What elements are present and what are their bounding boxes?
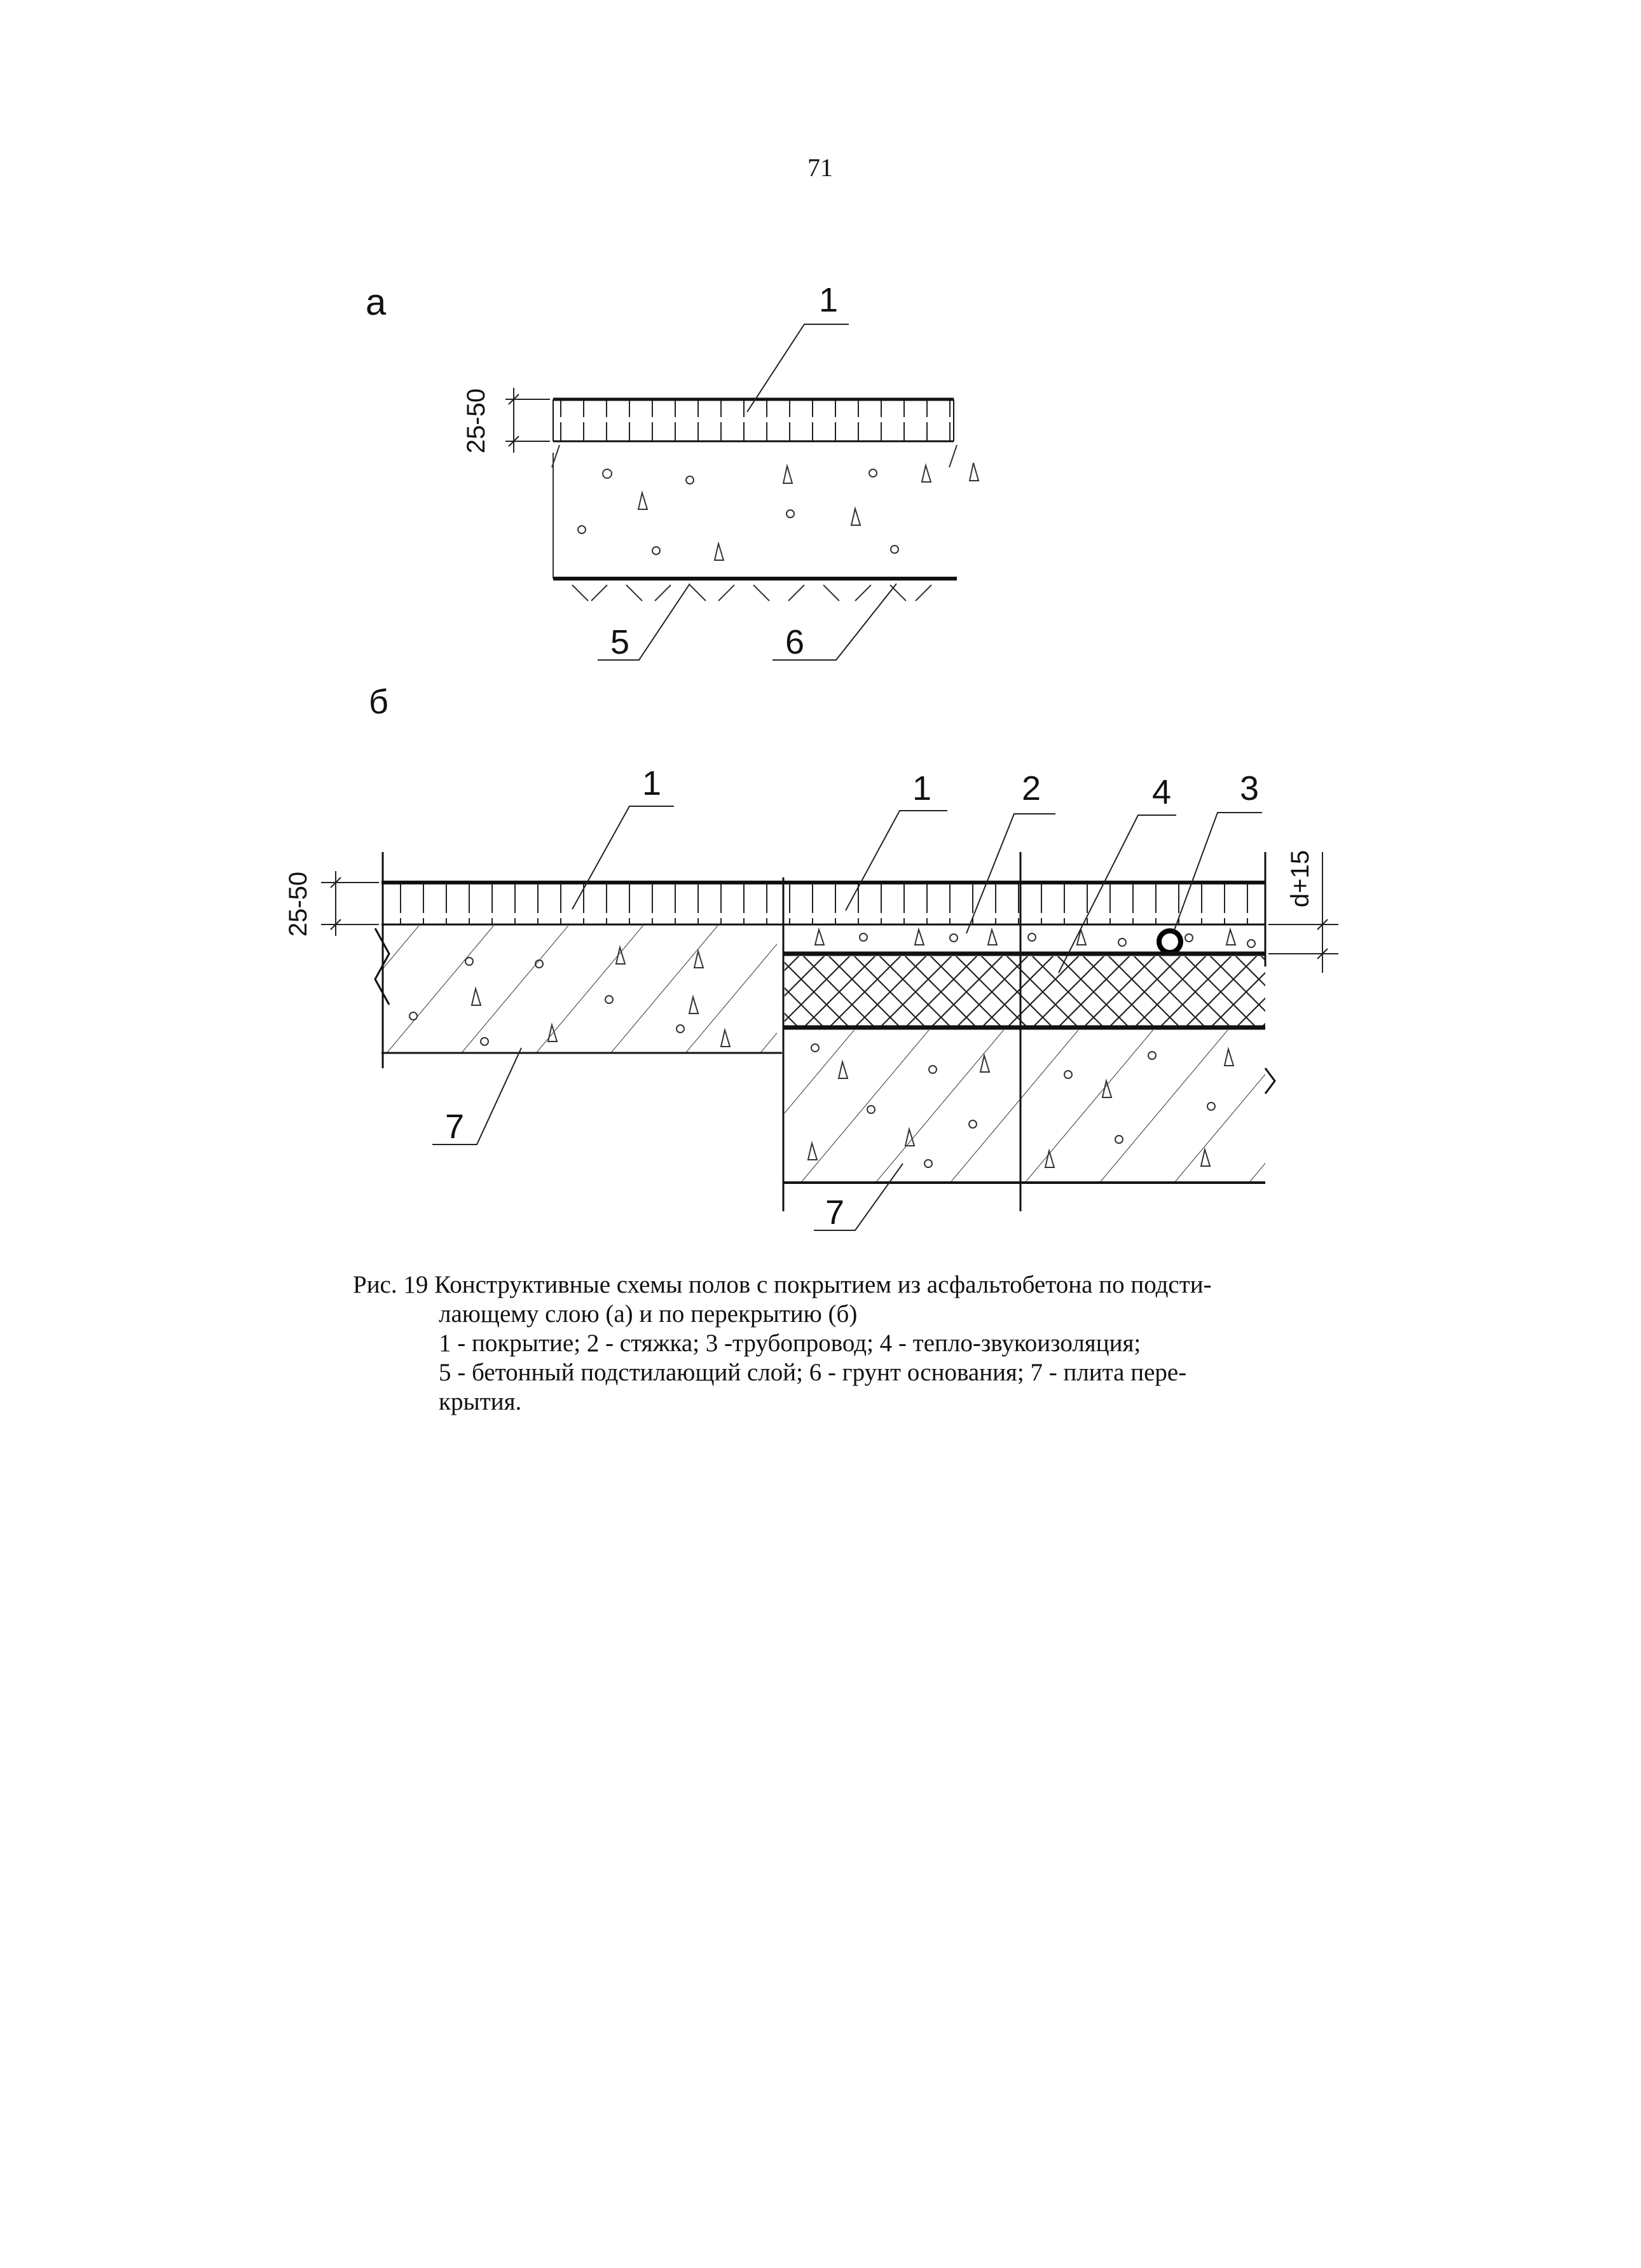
coating-layer xyxy=(553,399,954,441)
dimension-b-left xyxy=(321,871,379,936)
callout-b-3: 3 xyxy=(1240,769,1260,808)
dimension-b-right-text: d+15 xyxy=(1286,849,1314,908)
panel-a-label: а xyxy=(366,282,387,323)
caption-line-4: 5 - бетонный подстилающий слой; 6 - грунт основания; 7 - плита пере- xyxy=(439,1359,1187,1386)
screed-layer xyxy=(815,930,1255,947)
floor-slab-left xyxy=(381,926,782,1053)
ground-hatch xyxy=(572,585,931,601)
panel-b xyxy=(284,764,1338,1232)
caption-line-1: Рис. 19 Конструктивные схемы полов с покрытием из асфальтобетона по подсти- xyxy=(353,1271,1212,1298)
caption-line-5: крытия. xyxy=(439,1388,522,1415)
concrete-base-layer xyxy=(552,445,978,579)
callout-b-7-right: 7 xyxy=(825,1193,845,1232)
figure-caption xyxy=(353,1270,1319,1417)
panel-a xyxy=(366,281,978,661)
pipe-icon xyxy=(1159,931,1181,952)
callout-b-2: 2 xyxy=(1022,769,1041,808)
callout-b-4: 4 xyxy=(1152,773,1172,811)
callout-b-1-left: 1 xyxy=(642,764,662,802)
callout-b-1-right: 1 xyxy=(912,769,932,808)
dimension-b-left-text: 25-50 xyxy=(284,871,312,937)
caption-line-2: лающему слою (а) и по перекрытию (б) xyxy=(439,1300,858,1328)
dimension-a xyxy=(505,388,550,453)
caption-line-3: 1 - покрытие; 2 - стяжка; 3 -трубопровод; 4 - тепло-звукоизоляция; xyxy=(439,1330,1141,1357)
coating-layer-b xyxy=(381,883,1265,924)
insulation-layer xyxy=(785,956,1265,1026)
panel-b-label: б xyxy=(369,683,388,721)
callout-a-6: 6 xyxy=(785,623,805,661)
callout-a-1: 1 xyxy=(819,281,839,319)
callout-b-7-left: 7 xyxy=(445,1108,465,1146)
callout-a-5: 5 xyxy=(610,623,630,661)
floor-slab-right xyxy=(783,1030,1265,1183)
page-number: 71 xyxy=(807,153,833,182)
dimension-a-text: 25-50 xyxy=(462,388,490,454)
